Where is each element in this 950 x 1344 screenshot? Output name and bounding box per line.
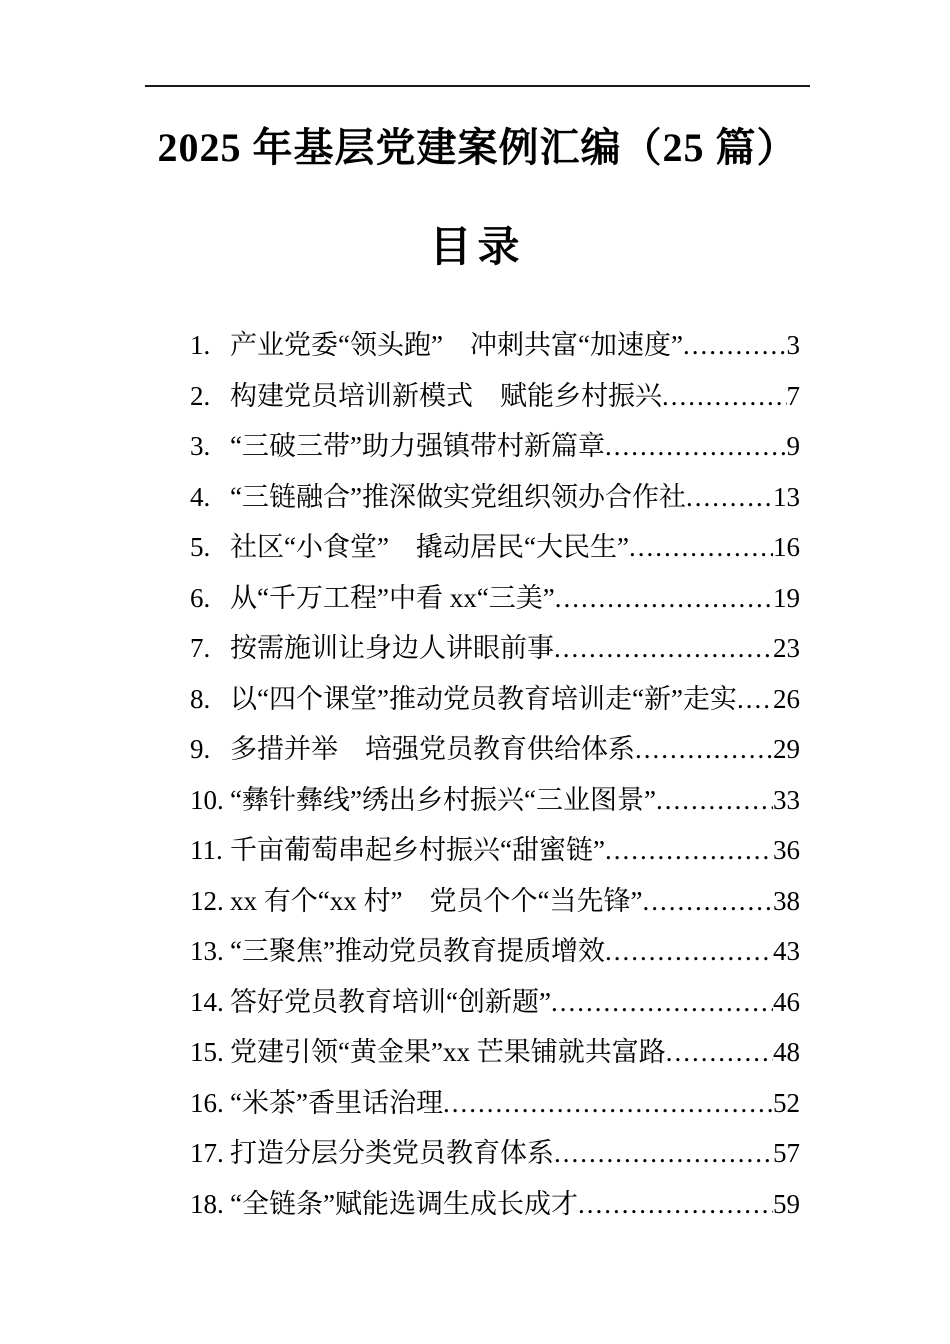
toc-entry-title: “全链条”赋能选调生成长成才 [230,1188,578,1219]
toc-entry-title: “三链融合”推深做实党组织领办合作社 [230,481,686,512]
toc-entry-number: 11. [190,835,223,865]
toc-entry-title: 千亩葡萄串起乡村振兴“甜蜜链” [230,835,605,865]
toc-entry [190,1179,800,1230]
toc-entry-number: 17. [190,1138,224,1168]
toc-entry-page: 52 [773,1087,800,1118]
toc-leader-dots [605,421,787,472]
toc-entry-title: “三聚焦”推动党员教育提质增效 [230,936,605,966]
toc-leader-dots [666,1027,773,1078]
toc-entry [190,371,800,422]
toc-entry [190,522,800,573]
toc-entry-number: 15. [190,1037,224,1067]
toc-entry [190,926,800,977]
toc-entry [190,674,800,725]
toc-entry-number: 12. [190,885,224,916]
toc-leader-dots [683,320,787,371]
toc-leader-dots [605,926,773,977]
toc-entry-number: 4. [190,481,211,512]
toc-entry [190,1078,800,1129]
toc-entry-page: 43 [773,936,800,966]
toc-entry-number: 1. [190,330,211,360]
toc-entry-page: 9 [786,431,800,461]
toc-entry-title: “三破三带”助力强镇带村新篇章 [230,431,605,461]
toc-leader-dots [737,674,773,725]
toc-leader-dots [605,825,773,876]
toc-leader-dots [554,623,773,674]
toc-entry-title: 多措并举 培强党员教育供给体系 [230,734,635,764]
header-rule [145,85,810,87]
toc-entry-page: 48 [773,1037,800,1067]
toc-entry [190,1128,800,1179]
toc-leader-dots [629,522,773,573]
page-title: 2025 年基层党建案例汇编（25 篇） [157,125,798,170]
toc-leader-dots [642,876,773,927]
toc-heading: 目录 [429,225,526,271]
toc-entry-title: 产业党委“领头跑” 冲刺共富“加速度” [230,330,683,360]
toc-entry-page: 16 [773,532,800,562]
toc-entry-page: 7 [786,380,800,411]
toc-entry-page: 57 [773,1138,800,1168]
toc-leader-dots [443,1078,773,1129]
toc-entry [190,724,800,775]
toc-leader-dots [551,977,773,1028]
toc-list [145,320,810,1229]
toc-leader-dots [656,775,773,826]
toc-entry-title: 打造分层分类党员教育体系 [230,1138,554,1168]
document-page [0,85,950,1344]
toc-entry [190,421,800,472]
toc-entry-page: 36 [773,835,800,865]
toc-leader-dots [555,573,773,624]
toc-entry [190,320,800,371]
toc-entry-title: 社区“小食堂” 撬动居民“大民生” [230,532,629,562]
toc-entry-number: 7. [190,633,211,663]
toc-entry-number: 6. [190,582,211,613]
toc-entry-number: 14. [190,986,224,1017]
toc-entry-page: 33 [773,784,800,815]
toc-entry-number: 8. [190,683,211,714]
toc-entry-page: 3 [786,330,800,360]
toc-entry-title: 答好党员教育培训“创新题” [230,986,551,1017]
toc-entry-title: 构建党员培训新模式 赋能乡村振兴 [230,380,662,411]
toc-entry-title: “米茶”香里话治理 [230,1087,443,1118]
toc-entry-page: 13 [773,481,800,512]
toc-leader-dots [554,1128,773,1179]
toc-leader-dots [635,724,773,775]
toc-entry [190,1027,800,1078]
toc-entry-page: 29 [773,734,800,764]
toc-entry-page: 23 [773,633,800,663]
toc-entry [190,775,800,826]
toc-leader-dots [662,371,787,422]
toc-leader-dots [578,1179,773,1230]
toc-entry-page: 46 [773,986,800,1017]
toc-entry-number: 18. [190,1188,224,1219]
toc-entry-number: 16. [190,1087,224,1118]
toc-entry-number: 10. [190,784,224,815]
toc-entry-number: 3. [190,431,211,461]
toc-entry-page: 38 [773,885,800,916]
toc-entry [190,876,800,927]
toc-entry-page: 19 [773,582,800,613]
toc-entry-number: 9. [190,734,211,764]
toc-entry-title: 以“四个课堂”推动党员教育培训走“新”走实 [230,683,737,714]
toc-entry-title: “彝针彝线”绣出乡村振兴“三业图景” [230,784,656,815]
toc-entry [190,825,800,876]
toc-entry-title: 从“千万工程”中看 xx“三美” [230,582,555,613]
toc-entry-page: 26 [773,683,800,714]
toc-entry-number: 5. [190,532,211,562]
toc-leader-dots [686,472,773,523]
toc-entry [190,623,800,674]
toc-entry [190,573,800,624]
toc-entry [190,472,800,523]
toc-entry-title: xx 有个“xx 村” 党员个个“当先锋” [230,885,643,916]
toc-entry-page: 59 [773,1188,800,1219]
toc-entry-title: 按需施训让身边人讲眼前事 [230,633,554,663]
toc-entry-number: 13. [190,936,224,966]
toc-entry [190,977,800,1028]
toc-entry-number: 2. [190,380,211,411]
toc-entry-title: 党建引领“黄金果”xx 芒果铺就共富路 [230,1037,666,1067]
